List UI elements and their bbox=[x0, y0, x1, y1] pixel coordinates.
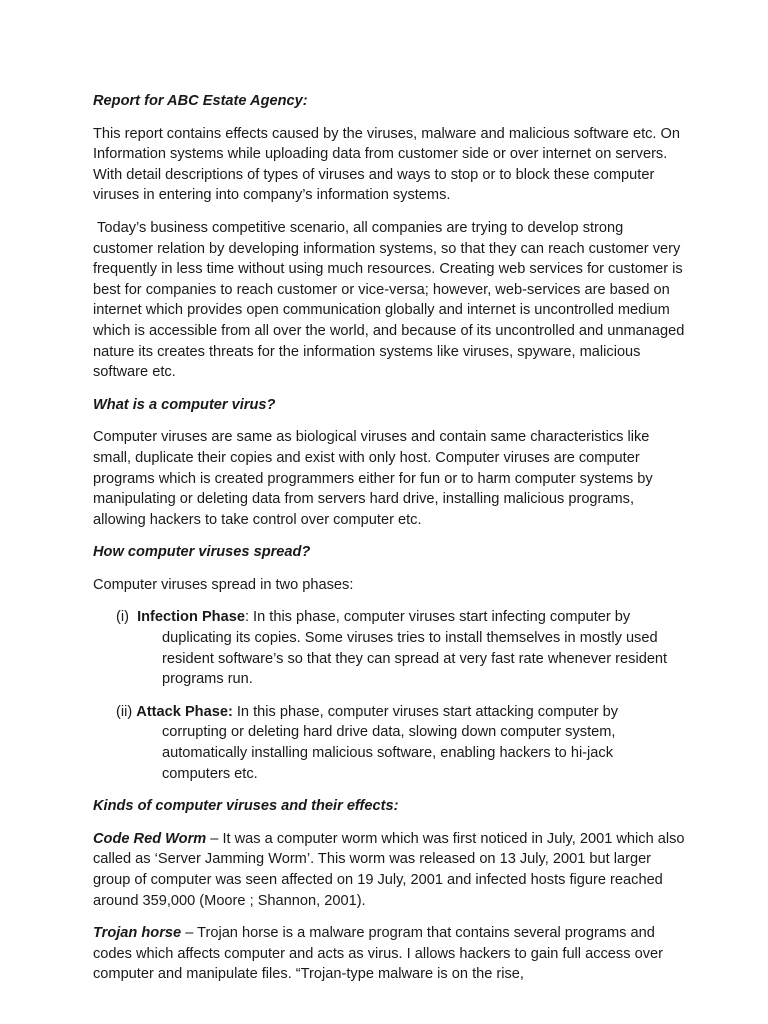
trojan-term: Trojan horse bbox=[93, 925, 182, 942]
report-title: Report for ABC Estate Agency: bbox=[93, 93, 308, 109]
phase-text: In this phase, computer viruses start attacking computer by corrupting or deleting hard drive data, slowing down computer system, automatically installing malicious software, enabling hackers to hi-jack computers etc. bbox=[162, 703, 619, 782]
document-body bbox=[93, 91, 685, 997]
phase-marker: (i) bbox=[116, 609, 129, 626]
code-red-paragraph bbox=[93, 829, 685, 911]
kinds-heading: Kinds of computer viruses and their effects: bbox=[93, 798, 399, 815]
phase-text: : In this phase, computer viruses start infecting computer by duplicating its copies. Some viruses tries to install themselves in mostly used resident software’s so that they can spread at very fast rate whenever resident programs run. bbox=[162, 609, 668, 688]
trojan-text: – Trojan horse is a malware program that contains several programs and codes which affects computer and acts as virus. I allows hackers to gain full access over computer and manipulate files. “Trojan-type malware is on the rise, bbox=[93, 925, 663, 983]
code-red-term: Code Red Worm bbox=[93, 830, 207, 847]
scenario-paragraph: Today’s business competitive scenario, all companies are trying to develop strong customer relation by developing information systems, so that they can reach customer very frequently in less time without using much resources. Creating web services for customer is best for companies to reach customer or vice-versa; however, web-services are based on internet which provides open communication globally and internet is uncontrolled medium which is accessible from all over the world, and because of its uncontrolled and unmanaged nature its creates threats for the information systems like viruses, spyware, malicious software etc. bbox=[93, 219, 685, 381]
code-red-text: – It was a computer worm which was first noticed in July, 2001 which also called as ‘Server Jamming Worm’. This worm was released on 13 July, 2001 but larger group of computer was seen affected on 19 July, 2001 and infected hosts figure reached around 359,000 (Moore ; Shannon, 2001). bbox=[93, 830, 685, 909]
phase-term: Attack Phase: bbox=[136, 703, 233, 720]
phase-term: Infection Phase bbox=[137, 609, 245, 626]
phase-item-attack bbox=[93, 702, 685, 784]
spread-intro: Computer viruses spread in two phases: bbox=[93, 576, 354, 593]
virus-paragraph: Computer viruses are same as biological viruses and contain same characteristics like small, duplicate their copies and exist with only host. Computer viruses are computer programs which is created programmers either for fun or to harm computer systems by manipulating or deleting data from servers hard drive, installing malicious programs, allowing hackers to take control over computer etc. bbox=[93, 429, 653, 528]
phase-item-infection bbox=[93, 607, 685, 689]
trojan-paragraph bbox=[93, 923, 685, 985]
phase-marker: (ii) bbox=[116, 703, 133, 720]
intro-paragraph: This report contains effects caused by the viruses, malware and malicious software etc. On Information systems while uploading data from customer side or over internet on servers. With detail descriptions of types of viruses and ways to stop or to block these computer viruses in entering into company’s information systems. bbox=[93, 125, 680, 204]
spread-heading: How computer viruses spread? bbox=[93, 544, 311, 561]
virus-heading: What is a computer virus? bbox=[93, 396, 276, 413]
